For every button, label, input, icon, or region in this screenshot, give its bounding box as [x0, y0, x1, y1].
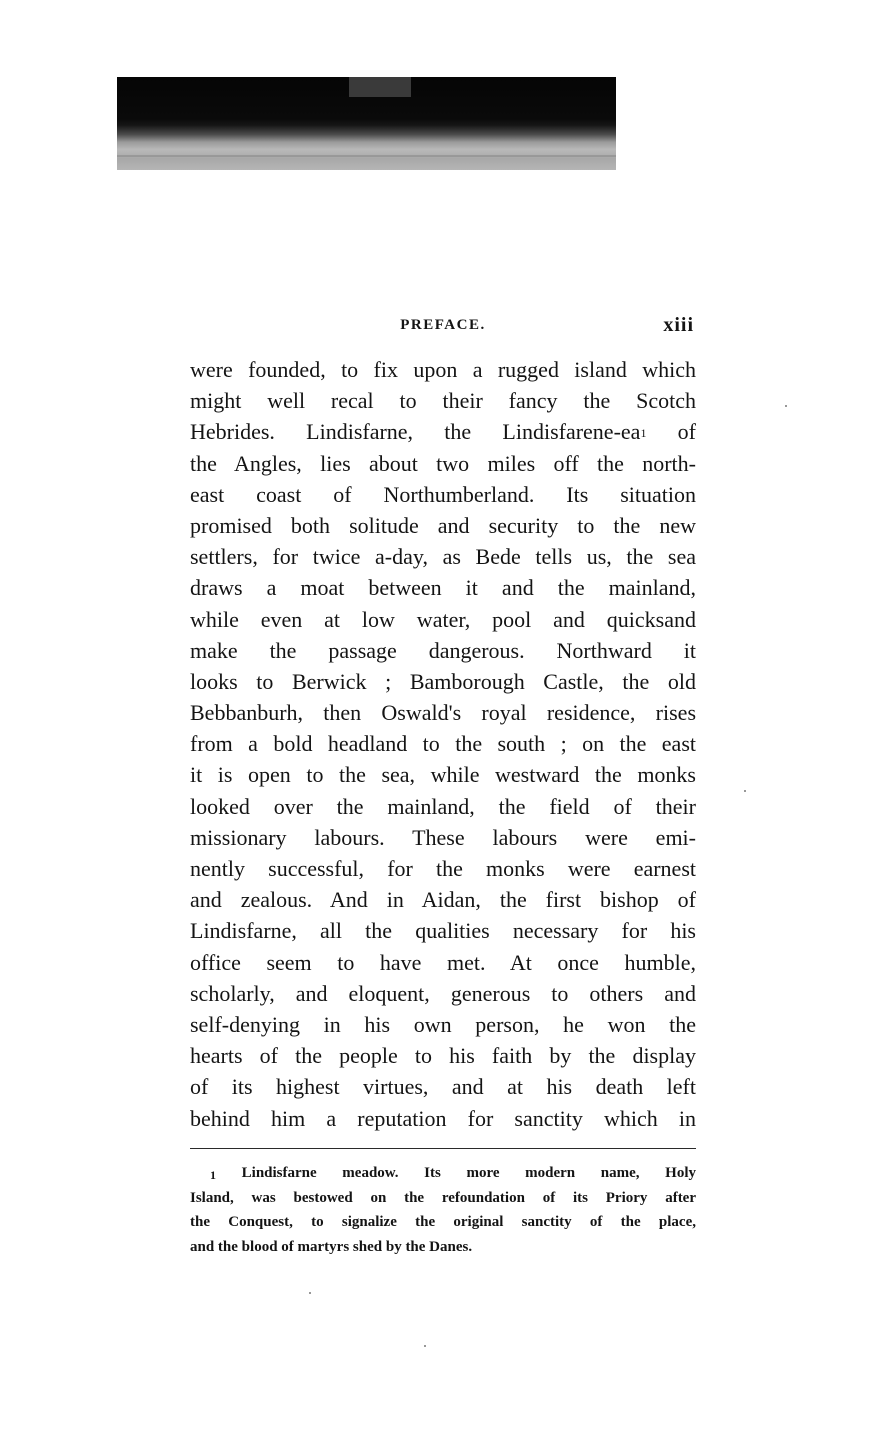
- page-number: xiii: [663, 314, 694, 336]
- text-line-content: Hebrides. Lindisfarne, the Lindisfarene-ea: [190, 419, 641, 445]
- footnote-reference[interactable]: 1: [640, 426, 647, 441]
- text-line: behind him a reputation for sanctity which in: [190, 1105, 696, 1131]
- text-line: missionary labours. These labours were emi-: [190, 824, 696, 850]
- scan-artifact-notch: [349, 77, 411, 97]
- footnote-divider: [190, 1148, 696, 1149]
- text-line: Bebbanburh, then Oswald's royal residence, rises: [190, 700, 696, 726]
- running-head-title: PREFACE.: [400, 317, 486, 333]
- scan-artifact-band: [117, 77, 616, 170]
- text-line: east coast of Northumberland. Its situation: [190, 481, 696, 507]
- scan-speck: [424, 1345, 426, 1347]
- text-line: might well recal to their fancy the Scotch: [190, 388, 696, 414]
- text-line: office seem to have met. At once humble,: [190, 949, 696, 975]
- text-line: scholarly, and eloquent, generous to others and: [190, 980, 696, 1006]
- text-line: [190, 416, 696, 447]
- scan-speck: [785, 405, 787, 407]
- footnote-line: the Conquest, to signalize the original sanctity of the place,: [190, 1214, 696, 1230]
- footnote-line-content: Lindisfarne meadow. Its more modern name, Holy: [241, 1165, 696, 1181]
- text-line: make the passage dangerous. Northward it: [190, 637, 696, 663]
- footnote-marker: 1: [210, 1168, 216, 1182]
- text-line: promised both solitude and security to the new: [190, 512, 696, 538]
- scan-speck: [309, 1292, 311, 1294]
- text-line: it is open to the sea, while westward the monks: [190, 762, 696, 788]
- text-line: draws a moat between it and the mainland,: [190, 575, 696, 601]
- scan-speck: [744, 790, 746, 792]
- text-line: Lindisfarne, all the qualities necessary for his: [190, 918, 696, 944]
- text-line: and zealous. And in Aidan, the first bishop of: [190, 887, 696, 913]
- footnote: [190, 1161, 696, 1259]
- text-line: from a bold headland to the south ; on the east: [190, 731, 696, 757]
- footnote-line: [190, 1161, 696, 1186]
- footnote-line: and the blood of martyrs shed by the Danes.: [190, 1238, 473, 1255]
- text-line-tail: of: [677, 419, 696, 445]
- text-line: while even at low water, pool and quicksand: [190, 606, 696, 632]
- text-line: nently successful, for the monks were earnest: [190, 856, 696, 881]
- text-line: looked over the mainland, the field of their: [190, 793, 696, 819]
- footnote-line: Island, was bestowed on the refoundation of its Priory after: [190, 1189, 696, 1206]
- text-line: were founded, to fix upon a rugged island which: [190, 357, 696, 382]
- text-line: settlers, for twice a-day, as Bede tells us, the sea: [190, 544, 696, 570]
- text-line: looks to Berwick ; Bamborough Castle, the old: [190, 668, 696, 694]
- scan-artifact-streak: [117, 155, 616, 157]
- body-text: [190, 354, 696, 1134]
- text-line: hearts of the people to his faith by the display: [190, 1043, 696, 1069]
- text-line: the Angles, lies about two miles off the north-: [190, 450, 696, 476]
- running-head: [190, 314, 696, 338]
- text-line: self-denying in his own person, he won the: [190, 1011, 696, 1037]
- text-line: of its highest virtues, and at his death left: [190, 1074, 696, 1100]
